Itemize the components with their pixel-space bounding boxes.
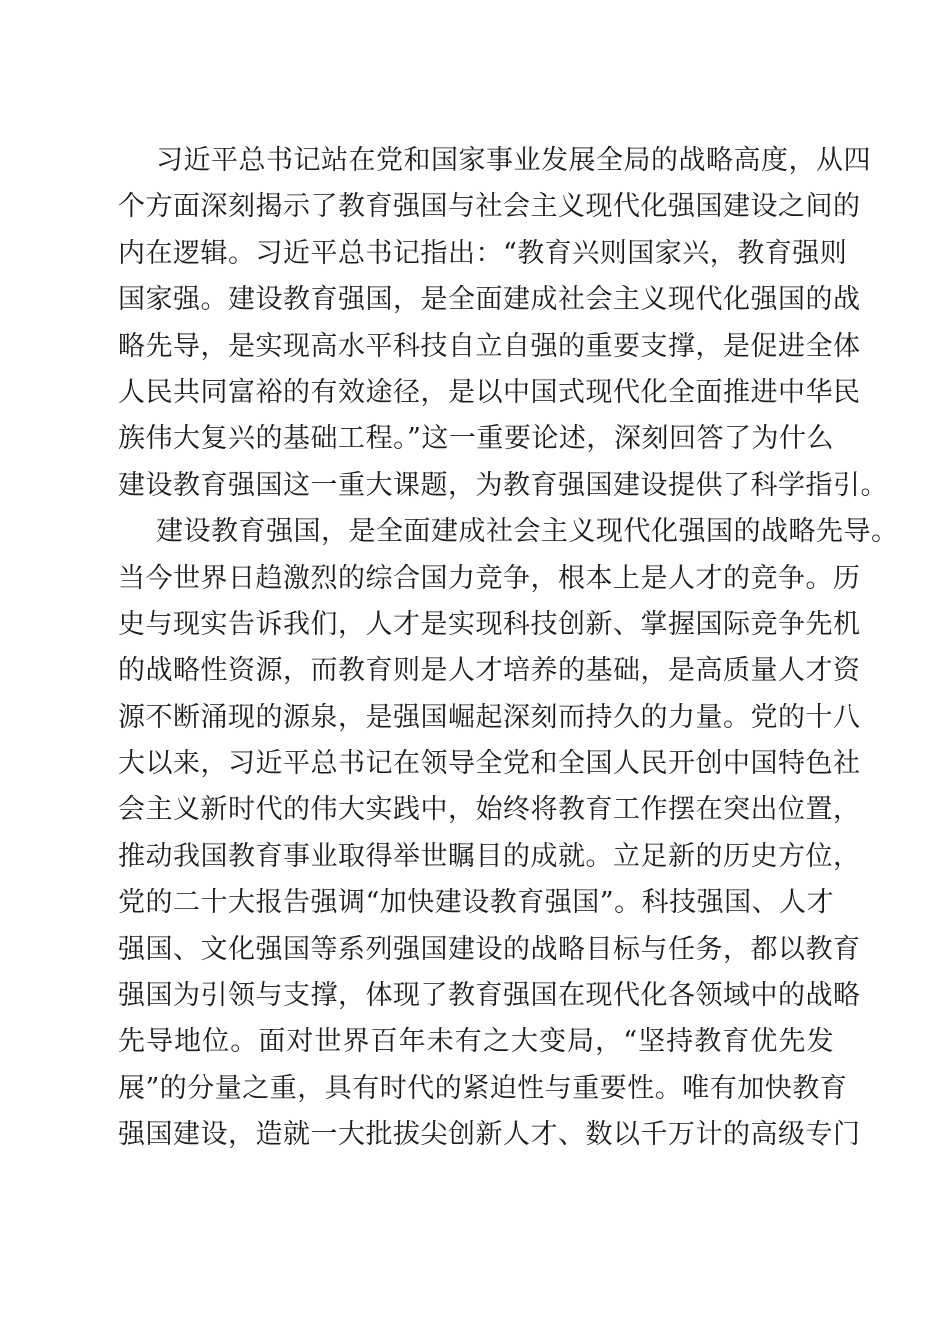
text-line: 史与现实告诉我们，人才是实现科技创新、掌握国际竞争先机 [118,608,861,640]
text-line: 内在逻辑。习近平总书记指出：“教育兴则国家兴，教育强则 [118,237,848,269]
text-line: 人民共同富裕的有效途径，是以中国式现代化全面推进中华民 [118,376,861,408]
text-line: 展”的分量之重，具有时代的紧迫性与重要性。唯有加快教育 [118,1072,848,1104]
text-line: 国家强。建设教育强国，是全面建成社会主义现代化强国的战 [118,284,861,316]
text-line: 个方面深刻揭示了教育强国与社会主义现代化强国建设之间的 [118,191,861,223]
text-line: 先导地位。面对世界百年未有之大变局，“坚持教育优先发 [118,1026,834,1058]
text-line: 建设教育强国，是全面建成社会主义现代化强国的战略先导。 [156,516,899,548]
text-line: 大以来，习近平总书记在领导全党和全国人民开创中国特色社 [118,748,861,780]
text-line: 强国建设，造就一大批拔尖创新人才、数以千万计的高级专门 [118,1119,861,1151]
text-line: 略先导，是实现高水平科技自立自强的重要支撑，是促进全体 [118,330,861,362]
text-line: 族伟大复兴的基础工程。”这一重要论述，深刻回答了为什么 [118,423,834,455]
document-body [118,138,899,1159]
text-line: 推动我国教育事业取得举世瞩目的成就。立足新的历史方位， [118,840,861,872]
text-line: 习近平总书记站在党和国家事业发展全局的战略高度，从四 [156,145,871,176]
text-line: 强国为引领与支撑，体现了教育强国在现代化各领域中的战略 [118,980,861,1012]
text-line: 当今世界日趋激烈的综合国力竞争，根本上是人才的竞争。历 [118,562,861,594]
text-line: 源不断涌现的源泉，是强国崛起深刻而持久的力量。党的十八 [118,701,861,733]
paragraph-2 [118,509,899,1158]
text-line: 的战略性资源，而教育则是人才培养的基础，是高质量人才资 [118,655,861,687]
text-line: 会主义新时代的伟大实践中，始终将教育工作摆在突出位置， [118,794,861,826]
text-line: 强国、文化强国等系列强国建设的战略目标与任务，都以教育 [118,933,861,965]
paragraph-1 [118,138,888,509]
text-line: 党的二十大报告强调“加快建设教育强国”。科技强国、人才 [118,887,835,919]
text-line: 建设教育强国这一重大课题，为教育强国建设提供了科学指引。 [118,469,888,501]
